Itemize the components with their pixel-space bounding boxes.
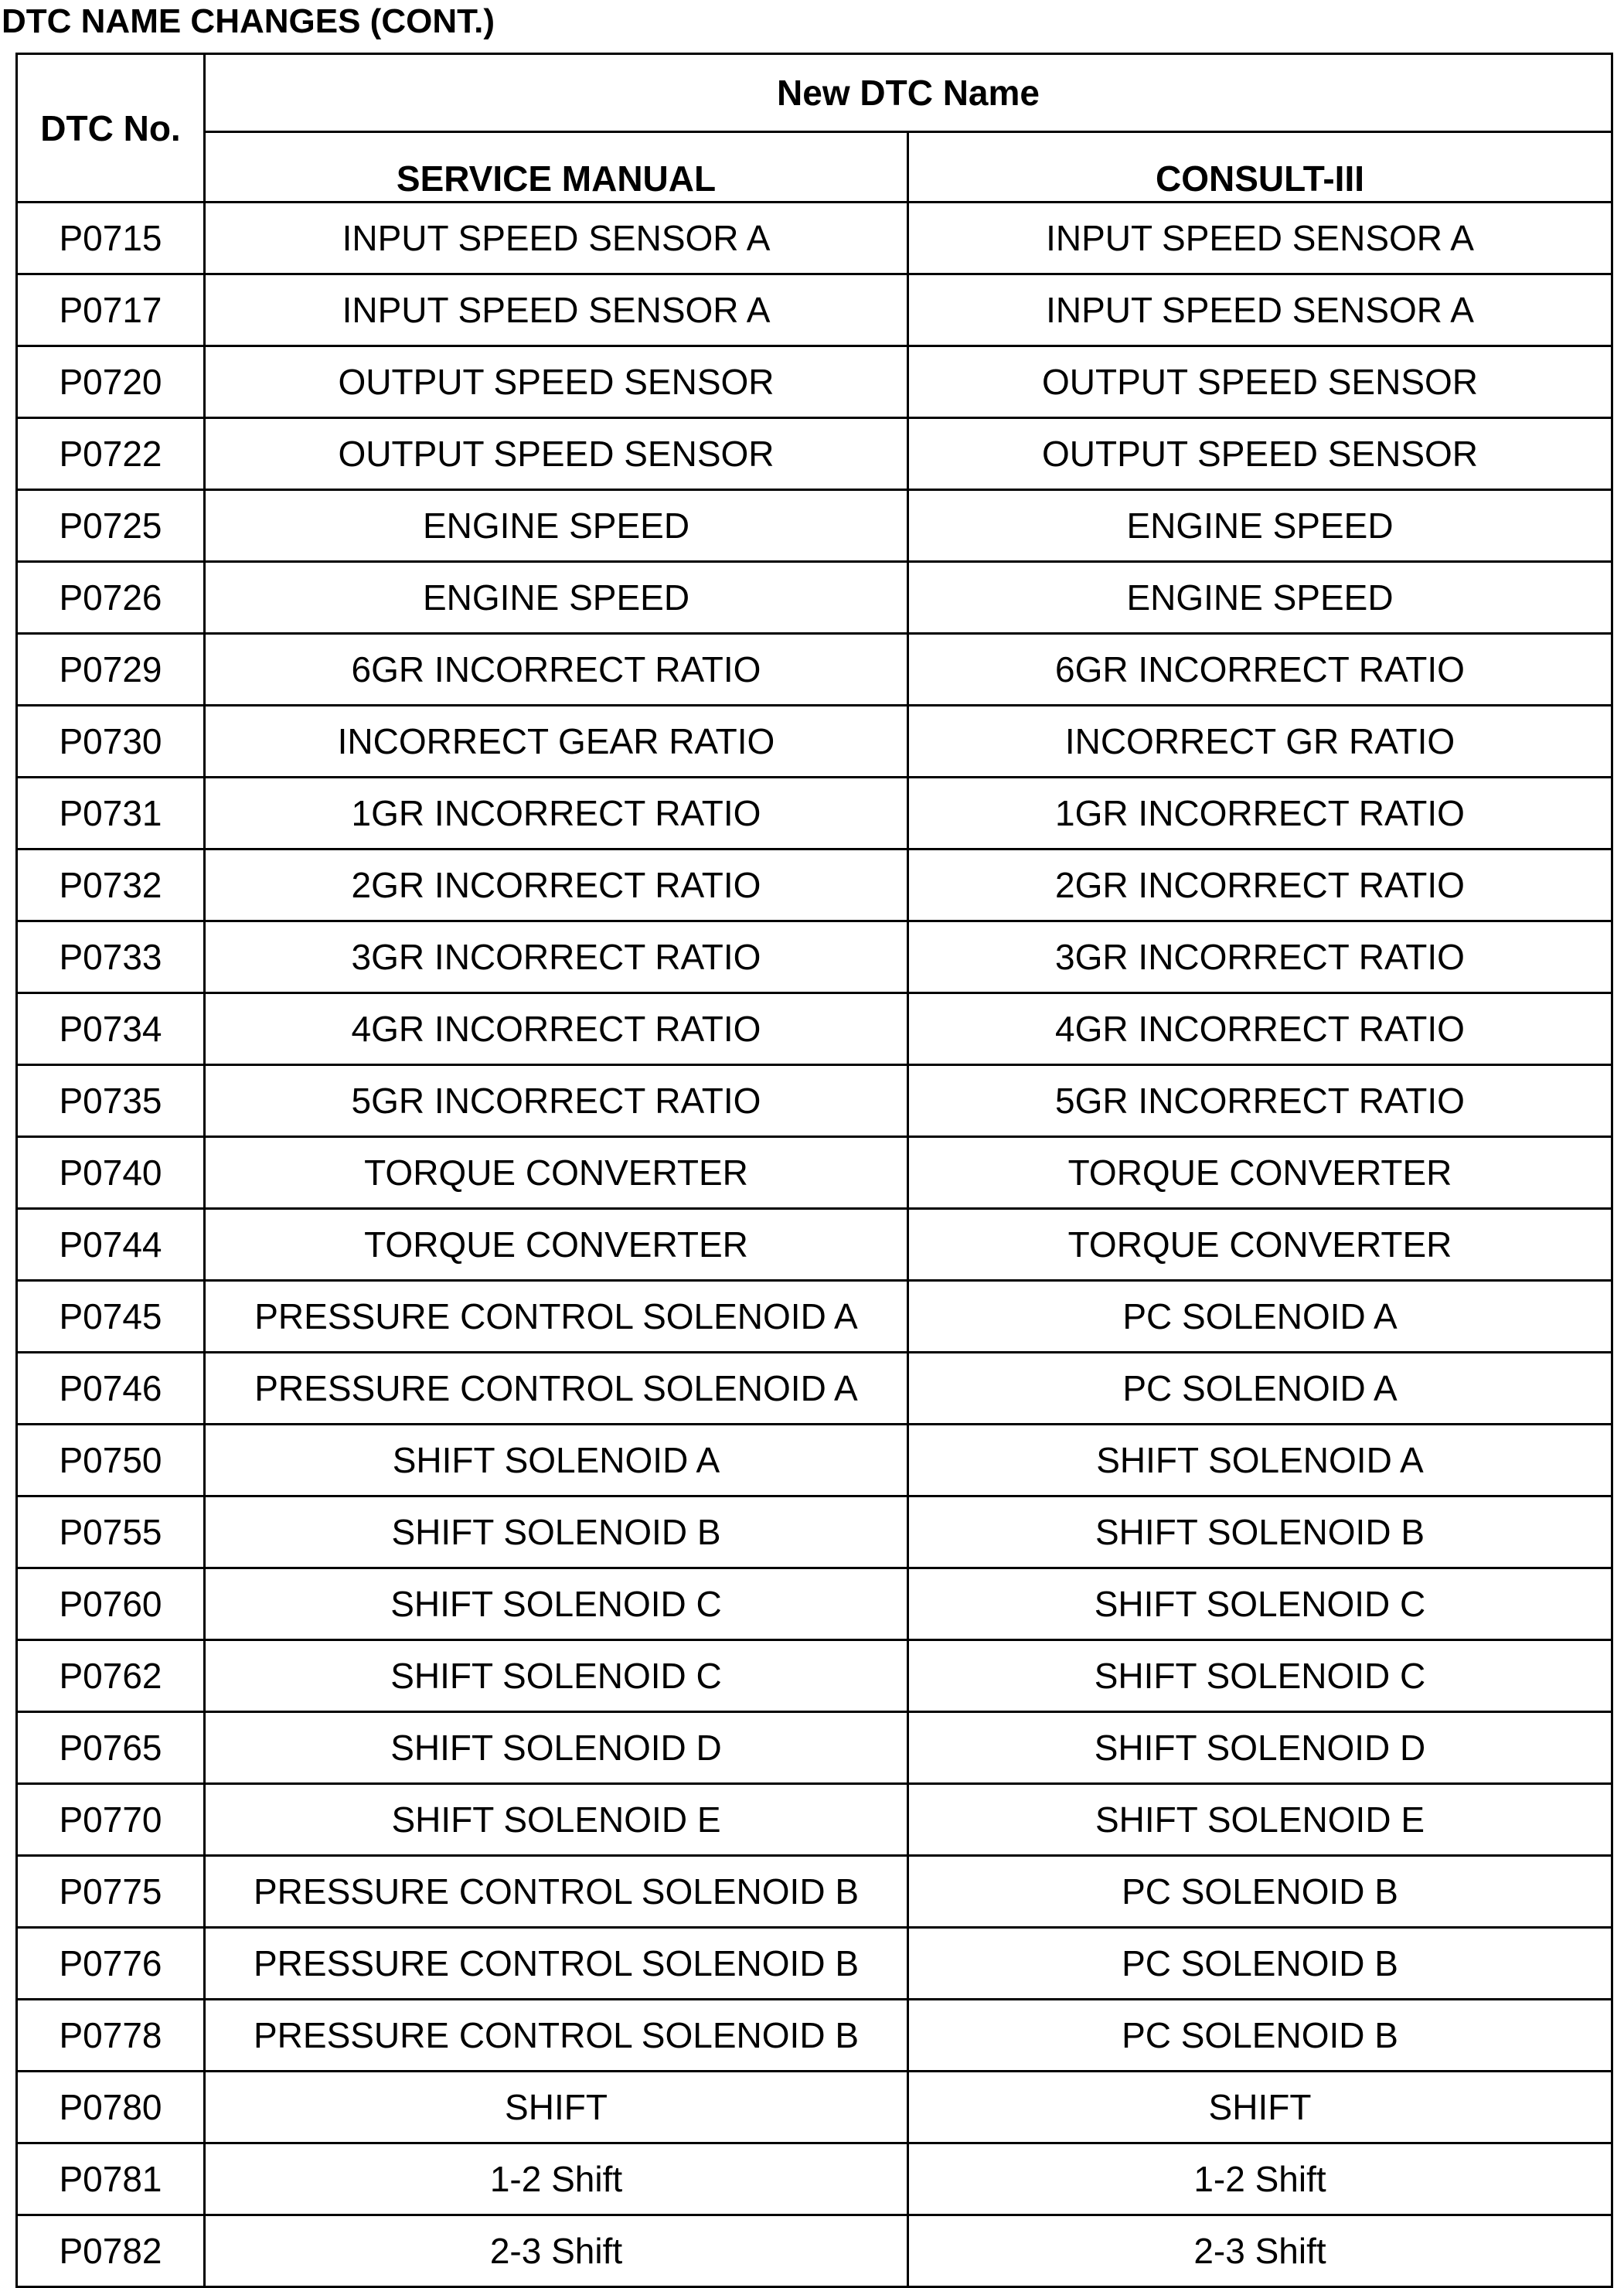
table-row [17, 1784, 1612, 1856]
dtc-name-table [15, 53, 1613, 2288]
page-title: DTC NAME CHANGES (CONT.) [2, 2, 495, 40]
service-manual-name-cell: ENGINE SPEED [205, 562, 908, 634]
dtc-code-cell: P0729 [17, 634, 205, 706]
service-manual-name-cell: SHIFT SOLENOID C [205, 1568, 908, 1640]
consult-iii-name-cell: OUTPUT SPEED SENSOR [908, 418, 1612, 490]
consult-iii-name-cell: SHIFT SOLENOID D [908, 1712, 1612, 1784]
consult-iii-name-cell: PC SOLENOID B [908, 1856, 1612, 1928]
header-row-columns [17, 132, 1612, 203]
dtc-code-cell: P0782 [17, 2215, 205, 2287]
service-manual-name-cell: 3GR INCORRECT RATIO [205, 921, 908, 993]
consult-iii-name-cell: 6GR INCORRECT RATIO [908, 634, 1612, 706]
dtc-code-cell: P0775 [17, 1856, 205, 1928]
consult-iii-name-cell: PC SOLENOID A [908, 1353, 1612, 1425]
table-row [17, 1640, 1612, 1712]
service-manual-name-cell: 1GR INCORRECT RATIO [205, 778, 908, 849]
service-manual-name-cell: SHIFT SOLENOID C [205, 1640, 908, 1712]
service-manual-name-cell: OUTPUT SPEED SENSOR [205, 346, 908, 418]
consult-iii-name-cell: SHIFT SOLENOID B [908, 1496, 1612, 1568]
consult-iii-name-cell: OUTPUT SPEED SENSOR [908, 346, 1612, 418]
service-manual-name-cell: 2-3 Shift [205, 2215, 908, 2287]
dtc-code-cell: P0722 [17, 418, 205, 490]
service-manual-name-cell: PRESSURE CONTROL SOLENOID B [205, 1856, 908, 1928]
service-manual-name-cell: INPUT SPEED SENSOR A [205, 203, 908, 274]
dtc-no-header: DTC No. [17, 54, 205, 203]
table-row [17, 1137, 1612, 1209]
dtc-code-cell: P0776 [17, 1928, 205, 2000]
dtc-code-cell: P0750 [17, 1425, 205, 1496]
service-manual-name-cell: SHIFT SOLENOID E [205, 1784, 908, 1856]
consult-iii-name-cell: INPUT SPEED SENSOR A [908, 203, 1612, 274]
consult-iii-name-cell: SHIFT SOLENOID A [908, 1425, 1612, 1496]
consult-iii-name-cell: TORQUE CONVERTER [908, 1209, 1612, 1281]
consult-iii-name-cell: INCORRECT GR RATIO [908, 706, 1612, 778]
consult-iii-name-cell: 4GR INCORRECT RATIO [908, 993, 1612, 1065]
consult-iii-name-cell: ENGINE SPEED [908, 490, 1612, 562]
table-row [17, 921, 1612, 993]
service-manual-name-cell: 5GR INCORRECT RATIO [205, 1065, 908, 1137]
dtc-code-cell: P0717 [17, 274, 205, 346]
service-manual-name-cell: 4GR INCORRECT RATIO [205, 993, 908, 1065]
consult-iii-name-cell: PC SOLENOID B [908, 2000, 1612, 2072]
table-row [17, 2072, 1612, 2143]
service-manual-name-cell: SHIFT [205, 2072, 908, 2143]
dtc-code-cell: P0735 [17, 1065, 205, 1137]
service-manual-name-cell: OUTPUT SPEED SENSOR [205, 418, 908, 490]
dtc-code-cell: P0715 [17, 203, 205, 274]
table-body [17, 203, 1612, 2287]
service-manual-name-cell: PRESSURE CONTROL SOLENOID A [205, 1281, 908, 1353]
service-manual-name-cell: PRESSURE CONTROL SOLENOID B [205, 2000, 908, 2072]
table-row [17, 274, 1612, 346]
dtc-code-cell: P0730 [17, 706, 205, 778]
dtc-code-cell: P0760 [17, 1568, 205, 1640]
table-row [17, 2000, 1612, 2072]
table-row [17, 778, 1612, 849]
consult-iii-name-cell: 5GR INCORRECT RATIO [908, 1065, 1612, 1137]
dtc-code-cell: P0745 [17, 1281, 205, 1353]
table-row [17, 1712, 1612, 1784]
dtc-code-cell: P0744 [17, 1209, 205, 1281]
consult-iii-name-cell: 3GR INCORRECT RATIO [908, 921, 1612, 993]
dtc-code-cell: P0732 [17, 849, 205, 921]
table-row [17, 562, 1612, 634]
consult-iii-name-cell: PC SOLENOID A [908, 1281, 1612, 1353]
dtc-code-cell: P0726 [17, 562, 205, 634]
consult-iii-name-cell: 1GR INCORRECT RATIO [908, 778, 1612, 849]
table-row [17, 1065, 1612, 1137]
dtc-code-cell: P0778 [17, 2000, 205, 2072]
dtc-code-cell: P0762 [17, 1640, 205, 1712]
dtc-code-cell: P0733 [17, 921, 205, 993]
service-manual-name-cell: TORQUE CONVERTER [205, 1137, 908, 1209]
service-manual-name-cell: ENGINE SPEED [205, 490, 908, 562]
table-row [17, 849, 1612, 921]
consult-iii-name-cell: SHIFT SOLENOID C [908, 1640, 1612, 1712]
dtc-code-cell: P0770 [17, 1784, 205, 1856]
dtc-code-cell: P0755 [17, 1496, 205, 1568]
service-manual-name-cell: PRESSURE CONTROL SOLENOID A [205, 1353, 908, 1425]
dtc-code-cell: P0734 [17, 993, 205, 1065]
service-manual-name-cell: INCORRECT GEAR RATIO [205, 706, 908, 778]
consult-iii-header: CONSULT-III [908, 132, 1612, 203]
table-row [17, 1496, 1612, 1568]
header-row-group [17, 54, 1612, 132]
consult-iii-name-cell: 2-3 Shift [908, 2215, 1612, 2287]
table-row [17, 2215, 1612, 2287]
consult-iii-name-cell: INPUT SPEED SENSOR A [908, 274, 1612, 346]
table-row [17, 1281, 1612, 1353]
table-row [17, 1928, 1612, 2000]
table-row [17, 203, 1612, 274]
service-manual-name-cell: 6GR INCORRECT RATIO [205, 634, 908, 706]
consult-iii-name-cell: 2GR INCORRECT RATIO [908, 849, 1612, 921]
dtc-code-cell: P0781 [17, 2143, 205, 2215]
table-row [17, 490, 1612, 562]
consult-iii-name-cell: PC SOLENOID B [908, 1928, 1612, 2000]
consult-iii-name-cell: SHIFT [908, 2072, 1612, 2143]
service-manual-name-cell: SHIFT SOLENOID A [205, 1425, 908, 1496]
consult-iii-name-cell: TORQUE CONVERTER [908, 1137, 1612, 1209]
service-manual-name-cell: 1-2 Shift [205, 2143, 908, 2215]
consult-iii-name-cell: ENGINE SPEED [908, 562, 1612, 634]
new-dtc-name-header: New DTC Name [205, 54, 1612, 132]
table-row [17, 1568, 1612, 1640]
dtc-code-cell: P0740 [17, 1137, 205, 1209]
service-manual-name-cell: SHIFT SOLENOID D [205, 1712, 908, 1784]
service-manual-name-cell: PRESSURE CONTROL SOLENOID B [205, 1928, 908, 2000]
service-manual-name-cell: TORQUE CONVERTER [205, 1209, 908, 1281]
service-manual-name-cell: SHIFT SOLENOID B [205, 1496, 908, 1568]
table-row [17, 1353, 1612, 1425]
service-manual-name-cell: 2GR INCORRECT RATIO [205, 849, 908, 921]
table-row [17, 1209, 1612, 1281]
dtc-code-cell: P0765 [17, 1712, 205, 1784]
table-row [17, 634, 1612, 706]
table-row [17, 1856, 1612, 1928]
dtc-code-cell: P0725 [17, 490, 205, 562]
table-row [17, 1425, 1612, 1496]
consult-iii-name-cell: SHIFT SOLENOID C [908, 1568, 1612, 1640]
table-row [17, 706, 1612, 778]
dtc-code-cell: P0746 [17, 1353, 205, 1425]
service-manual-name-cell: INPUT SPEED SENSOR A [205, 274, 908, 346]
table-row [17, 2143, 1612, 2215]
dtc-code-cell: P0780 [17, 2072, 205, 2143]
table-row [17, 993, 1612, 1065]
consult-iii-name-cell: SHIFT SOLENOID E [908, 1784, 1612, 1856]
table-row [17, 346, 1612, 418]
table-row [17, 418, 1612, 490]
consult-iii-name-cell: 1-2 Shift [908, 2143, 1612, 2215]
service-manual-header: SERVICE MANUAL [205, 132, 908, 203]
dtc-code-cell: P0720 [17, 346, 205, 418]
dtc-code-cell: P0731 [17, 778, 205, 849]
